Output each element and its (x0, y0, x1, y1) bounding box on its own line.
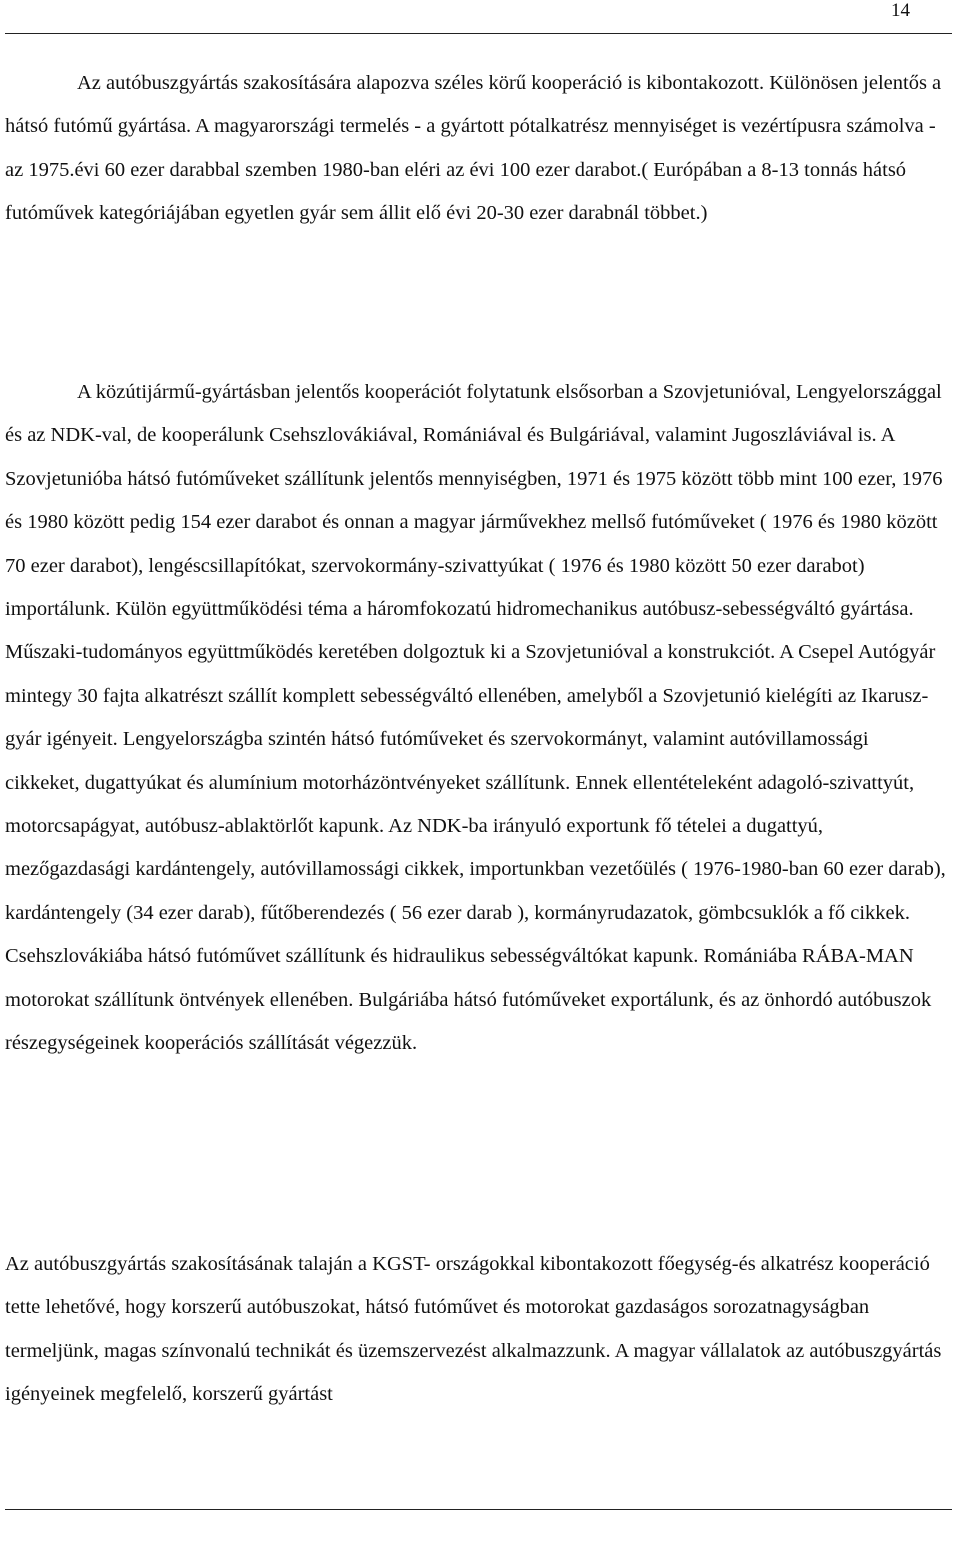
page-number: 14 (891, 0, 910, 21)
paragraph-bus-cooperation: Az autóbuszgyártás szakosítására alapozva széles körű kooperáció is kibontakozott. Különösen jelentős a hátsó futómű gyártása. A magyarországi termelés - a gyártott pótalkatrész mennyiséget is vezértípusra számolva - az 1975.évi 60 ezer darabbal szemben 1980-ban eléri az évi 100 ezer darabot.( Európában a 8-13 tonnás hátsó futóművek kategóriájában egyetlen gyár sem állit elő évi 20-30 ezer darabnál többet.) (5, 72, 942, 225)
header-rule (5, 33, 952, 34)
paragraph-specialization: Az autóbuszgyártás szakosításának talaján a KGST- országokkal kibontakozott főegység-és alkatrész kooperáció tette lehetővé, hogy korszerű autóbuszokat, hátsó futóművet és motorokat gazdaságos sorozatnagyságban termeljünk, magas színvonalú technikát és üzemszervezést alkalmazzunk. A magyar vállalatok az autóbuszgyártás igényeinek megfelelő, korszerű gyártást (5, 1253, 942, 1406)
paragraph-vehicle-cooperation: A közútijármű-gyártásban jelentős kooperációt folytatunk elsősorban a Szovjetunióval, Lengyelországgal és az NDK-val, de kooperálunk Csehszlovákiával, Romániával és Bulgáriával, valamint Jugoszláviával is. A Szovjetunióba hátsó futóműveket szállítunk jelentős mennyiségben, 1971 és 1975 között több mint 100 ezer, 1976 és 1980 között pedig 154 ezer darabot és onnan a magyar járművekhez mellső futóműveket ( 1976 és 1980 között 70 ezer darabot), lengéscsillapítókat, szervokormány-szivattyúkat ( 1976 és 1980 között 50 ezer darabot) importálunk. Külön együttműködési téma a háromfokozatú hidromechanikus autóbusz-sebességváltó gyártása. Műszaki-tudományos együttműködés keretében dolgoztuk ki a Szovjetunióval a konstrukciót. A Csepel Autógyár mintegy 30 fajta alkatrészt szállít komplett sebességváltó ellenében, amelyből a Szovjetunió kielégíti az Ikarusz-gyár igényeit. Lengyelországba szintén hátsó futóműveket és szervokormányt, valamint autóvillamossági cikkeket, dugattyúkat és alumínium motorházöntvényeket szállítunk. Ennek ellentételeként adagoló-szivattyút, motorcsapágyat, autóbusz-ablaktörlőt kapunk. Az NDK-ba irányuló exportunk fő tételei a dugattyú, mezőgazdasági kardántengely, autóvillamossági cikkek, importunkban vezetőülés ( 1976-1980-ban 60 ezer darab), kardántengely (34 ezer darab), fűtőberendezés ( 56 ezer darab ), kormányrudazatok, gömbcsuklók a fő cikkek. Csehszlovákiába hátsó futóművet szállítunk és hidraulikus sebességváltókat kapunk. Romániába RÁBA-MAN motorokat szállítunk öntvények ellenében. Bulgáriába hátsó futóműveket exportálunk, és az önhordó autóbuszok részegységeinek kooperációs szállítását végezzük. (5, 381, 946, 1055)
footer-rule (5, 1509, 952, 1510)
